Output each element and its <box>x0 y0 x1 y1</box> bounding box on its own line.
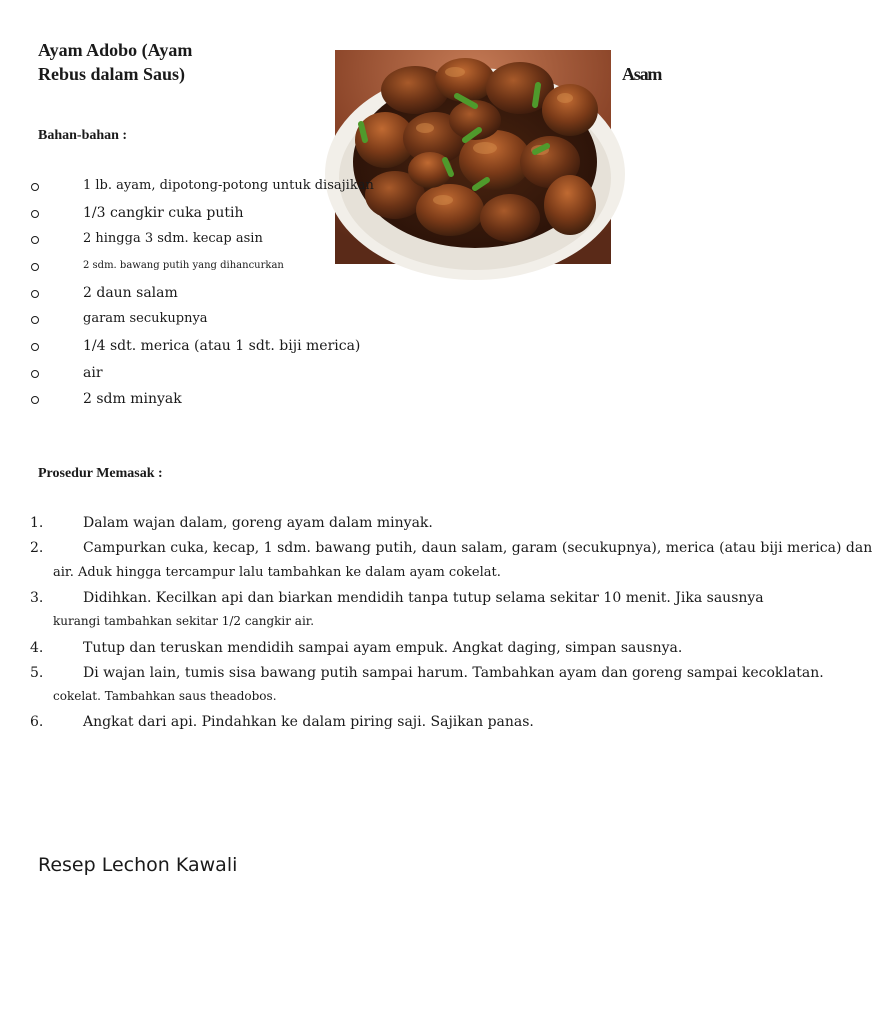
step-number: 3. <box>30 590 44 606</box>
circle-bullet-icon <box>31 396 39 404</box>
step-text: Campurkan cuka, kecap, 1 sdm. bawang putih, daun salam, garam (secukupnya), merica (atau biji merica) dan <box>83 540 872 556</box>
ingredient-text: 2 sdm. bawang putih yang dihancurkan <box>83 260 284 271</box>
ingredient-text: 2 hingga 3 sdm. kecap asin <box>83 231 263 246</box>
circle-bullet-icon <box>31 370 39 378</box>
ingredient-text: 2 daun salam <box>83 285 178 301</box>
step-text: Di wajan lain, tumis sisa bawang putih sampai harum. Tambahkan ayam dan goreng sampai kecoklatan. <box>83 665 824 681</box>
step-number: 1. <box>30 515 44 531</box>
ingredient-text: 1/3 cangkir cuka putih <box>83 205 244 221</box>
step-continuation: cokelat. Tambahkan saus theadobos. <box>53 689 277 703</box>
step-number: 2. <box>30 540 44 556</box>
circle-bullet-icon <box>31 210 39 218</box>
step-text: Didihkan. Kecilkan api dan biarkan mendidih tanpa tutup selama sekitar 10 menit. Jika sausnya <box>83 590 764 606</box>
step-text: Angkat dari api. Pindahkan ke dalam piring saji. Sajikan panas. <box>83 714 534 730</box>
recipe-title-suffix: Asam <box>622 64 662 84</box>
circle-bullet-icon <box>31 183 39 191</box>
ingredient-text: 1 lb. ayam, dipotong-potong untuk disajikan <box>83 178 374 193</box>
ingredient-text: garam secukupnya <box>83 311 208 326</box>
step-text: Dalam wajan dalam, goreng ayam dalam minyak. <box>83 515 433 531</box>
step-number: 4. <box>30 640 44 656</box>
circle-bullet-icon <box>31 343 39 351</box>
ingredient-text: air <box>83 365 103 381</box>
step-continuation: kurangi tambahkan sekitar 1/2 cangkir air. <box>53 614 315 628</box>
ingredients-heading: Bahan-bahan : <box>38 128 128 143</box>
procedure-heading: Prosedur Memasak : <box>38 466 163 481</box>
step-continuation: air. Aduk hingga tercampur lalu tambahkan ke dalam ayam cokelat. <box>53 565 501 580</box>
next-recipe-title: Resep Lechon Kawali <box>38 854 238 876</box>
circle-bullet-icon <box>31 263 39 271</box>
circle-bullet-icon <box>31 316 39 324</box>
step-number: 5. <box>30 665 44 681</box>
ingredient-text: 2 sdm minyak <box>83 391 182 407</box>
circle-bullet-icon <box>31 236 39 244</box>
adobo-photo <box>335 50 611 264</box>
step-text: Tutup dan teruskan mendidih sampai ayam empuk. Angkat daging, simpan sausnya. <box>83 640 683 656</box>
step-number: 6. <box>30 714 44 730</box>
ingredient-text: 1/4 sdt. merica (atau 1 sdt. biji merica) <box>83 338 361 354</box>
circle-bullet-icon <box>31 290 39 298</box>
recipe-title: Ayam Adobo (Ayam Rebus dalam Saus) <box>38 40 193 84</box>
